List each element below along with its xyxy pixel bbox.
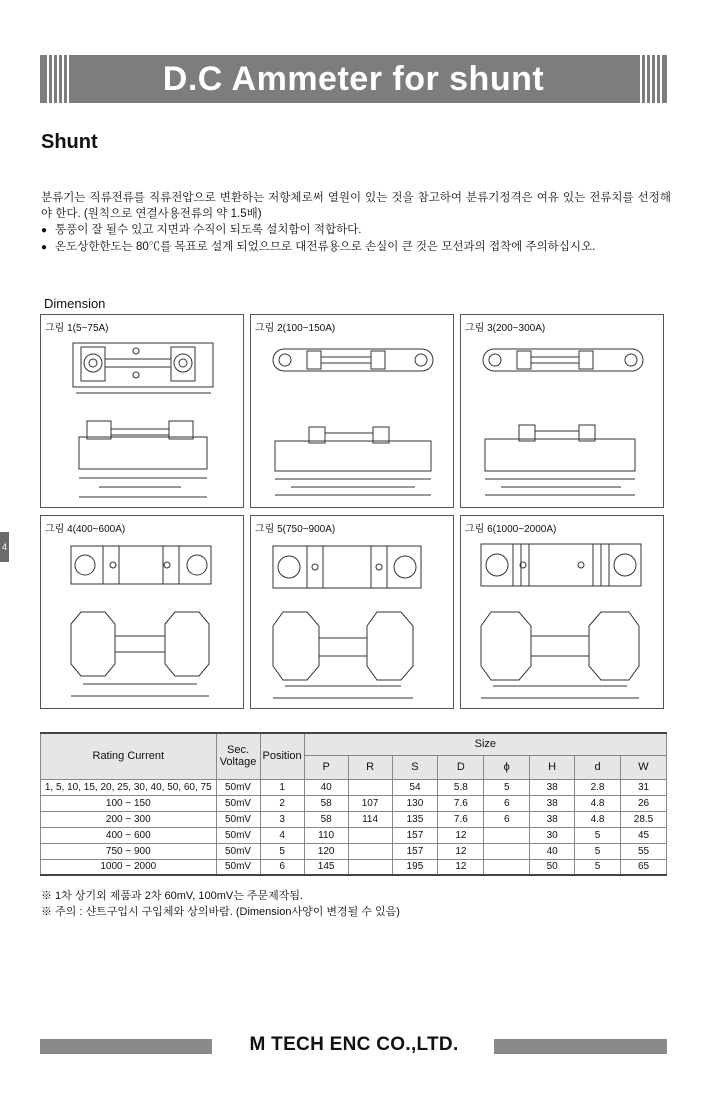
table-row (41, 859, 667, 875)
table-cell: 45 (621, 827, 667, 843)
table-cell: 50mV (216, 795, 260, 811)
table-cell: 50mV (216, 859, 260, 875)
table-cell: 4.8 (575, 795, 621, 811)
table-row (41, 827, 667, 843)
table-cell: 7.6 (438, 811, 484, 827)
spec-table (40, 732, 667, 876)
table-cell (484, 843, 530, 859)
spec-table-body (41, 779, 667, 875)
table-cell: 6 (484, 811, 530, 827)
table-cell: 12 (438, 859, 484, 875)
footer-bar-left (40, 1039, 212, 1054)
table-cell: 40 (304, 779, 348, 795)
notes (41, 888, 400, 920)
table-cell: 7.6 (438, 795, 484, 811)
note-line: ※ 1차 상기외 제품과 2차 60mV, 100mV는 주문제작됨. (41, 890, 304, 902)
table-cell: 58 (304, 811, 348, 827)
table-cell: 157 (392, 827, 438, 843)
header-size-col: R (348, 755, 392, 779)
figure-caption: 그림 6(1000~2000A) (465, 524, 557, 535)
header-size-col: P (304, 755, 348, 779)
table-cell: 5 (575, 843, 621, 859)
table-cell (348, 859, 392, 875)
table-cell: 50 (530, 859, 575, 875)
table-row (41, 779, 667, 795)
company-name: M TECH ENC CO.,LTD. (249, 1034, 459, 1055)
table-cell: 55 (621, 843, 667, 859)
header-sec-voltage: Sec. Voltage (216, 733, 260, 779)
table-cell: 5 (575, 859, 621, 875)
figure-1 (40, 314, 244, 508)
table-cell: 30 (530, 827, 575, 843)
section-title: Shunt (41, 131, 98, 153)
table-cell: 107 (348, 795, 392, 811)
bullet-item: ● 통풍이 잘 될수 있고 지면과 수직이 되도록 설치함이 적합하다. (41, 222, 671, 239)
table-cell (348, 843, 392, 859)
table-cell: 38 (530, 779, 575, 795)
intro-paragraph: 분류기는 직류전류를 직류전압으로 변환하는 저항체로써 열원이 있는 것을 참고하여 분류기정격은 여유 있는 전류치를 선정해야 한다. (원칙으로 연결사용전류의 약 1.5배) (41, 192, 671, 220)
table-cell: 200 ~ 300 (41, 811, 217, 827)
table-cell: 65 (621, 859, 667, 875)
figure-2 (250, 314, 454, 508)
table-cell: 6 (484, 795, 530, 811)
table-cell: 114 (348, 811, 392, 827)
header-size-col: S (392, 755, 438, 779)
figure-6 (460, 515, 664, 709)
table-cell: 110 (304, 827, 348, 843)
table-cell: 2.8 (575, 779, 621, 795)
figure-2-drawing (251, 315, 455, 509)
table-cell (484, 827, 530, 843)
table-cell: 28.5 (621, 811, 667, 827)
table-cell: 31 (621, 779, 667, 795)
table-cell: 58 (304, 795, 348, 811)
table-cell: 195 (392, 859, 438, 875)
table-cell: 6 (260, 859, 304, 875)
table-cell (348, 779, 392, 795)
header-size-col: d (575, 755, 621, 779)
table-cell: 1, 5, 10, 15, 20, 25, 30, 40, 50, 60, 75 (41, 779, 217, 795)
table-cell: 38 (530, 811, 575, 827)
table-cell: 38 (530, 795, 575, 811)
table-cell: 400 ~ 600 (41, 827, 217, 843)
table-cell: 50mV (216, 843, 260, 859)
table-cell: 12 (438, 827, 484, 843)
figure-3-drawing (461, 315, 665, 509)
figure-3 (460, 314, 664, 508)
table-cell: 54 (392, 779, 438, 795)
table-cell: 157 (392, 843, 438, 859)
table-cell: 135 (392, 811, 438, 827)
table-cell: 26 (621, 795, 667, 811)
table-cell: 750 ~ 900 (41, 843, 217, 859)
table-cell: 3 (260, 811, 304, 827)
figure-5 (250, 515, 454, 709)
table-cell: 5.8 (438, 779, 484, 795)
figure-6-drawing (461, 516, 665, 710)
table-cell: 50mV (216, 811, 260, 827)
table-cell: 5 (484, 779, 530, 795)
table-cell: 4.8 (575, 811, 621, 827)
table-cell: 130 (392, 795, 438, 811)
figure-caption: 그림 2(100~150A) (255, 323, 336, 334)
table-row (41, 843, 667, 859)
header-size-col: H (530, 755, 575, 779)
table-cell: 145 (304, 859, 348, 875)
table-cell: 1 (260, 779, 304, 795)
table-cell (348, 827, 392, 843)
table-cell: 4 (260, 827, 304, 843)
table-cell: 40 (530, 843, 575, 859)
table-row (41, 811, 667, 827)
table-cell: 50mV (216, 827, 260, 843)
bullet-item: ● 온도상한한도는 80℃를 목표로 설계 되었으므로 대전류용으로 손실이 큰 것은 모선과의 접착에 주의하십시오. (41, 239, 671, 256)
figure-caption: 그림 1(5~75A) (45, 323, 109, 334)
figure-5-drawing (251, 516, 455, 710)
side-page-tab: 4 (0, 532, 9, 562)
header-size-col: D (438, 755, 484, 779)
table-cell: 50mV (216, 779, 260, 795)
header-position: Position (260, 733, 304, 779)
figure-caption: 그림 5(750~900A) (255, 524, 336, 535)
table-cell: 5 (260, 843, 304, 859)
table-row (41, 795, 667, 811)
figure-4 (40, 515, 244, 709)
table-cell (484, 859, 530, 875)
table-cell: 2 (260, 795, 304, 811)
page-title: D.C Ammeter for shunt (162, 60, 545, 98)
title-banner (40, 55, 667, 103)
note-line: ※ 주의 : 샨트구입시 구입체와 상의바람. (Dimension사양이 변경될 수 있음) (41, 906, 400, 918)
table-cell: 12 (438, 843, 484, 859)
table-cell: 1000 ~ 2000 (41, 859, 217, 875)
table-cell: 120 (304, 843, 348, 859)
header-size-col: ϕ (484, 755, 530, 779)
header-size: Size (304, 733, 666, 755)
table-cell: 5 (575, 827, 621, 843)
figure-caption: 그림 3(200~300A) (465, 323, 546, 334)
dimension-label: Dimension (44, 296, 106, 311)
footer-bar-right (494, 1039, 667, 1054)
figure-4-drawing (41, 516, 245, 710)
intro-text (41, 190, 671, 256)
header-rating-current: Rating Current (41, 733, 217, 779)
figure-caption: 그림 4(400~600A) (45, 524, 126, 535)
table-cell: 100 ~ 150 (41, 795, 217, 811)
header-size-col: W (621, 755, 667, 779)
figure-1-drawing (41, 315, 245, 509)
